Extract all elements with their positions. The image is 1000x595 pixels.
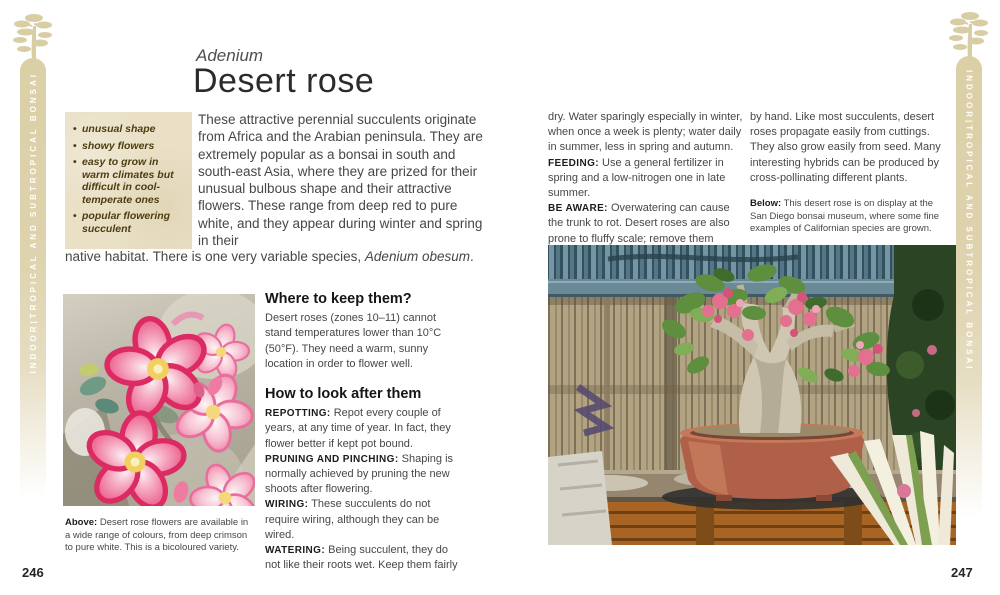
right-column-2 (750, 110, 946, 236)
species-name: Adenium obesum (364, 249, 470, 264)
page-title: Desert rose (193, 62, 375, 100)
feature-item: • easy to grow in warm climates but difficult in cool-temperate ones (73, 156, 183, 206)
photo-caption-above (65, 517, 253, 555)
care-item-text: Repot every couple of years, at any time of year. In fact, they flower better if kept pot bound. (265, 407, 451, 450)
care-item (265, 406, 465, 452)
caption-label: Below: (750, 198, 782, 210)
care-item (265, 497, 465, 543)
features-list (73, 123, 183, 235)
care-item-text: Use a general fertilizer in spring and a low-nitrogen one in late summer. (548, 156, 726, 200)
propagation-text: by hand. Like most succulents, desert roses propagate easily from cuttings. They also grow easily from seed. Many interesting hybrids can be produced by cross-pollinating different plants. (750, 111, 941, 184)
care-item-label: BE AWARE: (548, 203, 608, 215)
photo-caption-below (750, 198, 946, 236)
care-item (548, 156, 746, 202)
page-number-right: 247 (951, 565, 973, 580)
intro-last-line-post: . (469, 249, 474, 264)
care-item-text: Being succulent, they do not like their roots wet. Keep them fairly (265, 544, 458, 572)
keep-heading: Where to keep them? (265, 291, 412, 307)
bonsai-display-photo (548, 245, 956, 545)
care-item-label: REPOTTING: (265, 408, 331, 420)
care-item-label: FEEDING: (548, 157, 599, 169)
care-heading: How to look after them (265, 386, 422, 403)
feature-item: • showy flowers (73, 140, 183, 153)
section-band-label: INDOOR|TROPICAL AND SUBTROPICAL BONSAI (28, 72, 38, 374)
care-item-text: Shaping is normally achieved by pruning the new shoots after flowering. (265, 452, 454, 496)
intro-last-line (65, 248, 495, 265)
right-column-1 (548, 110, 746, 247)
section-band-right (956, 56, 982, 518)
feature-item: • popular flowering succulent (73, 210, 183, 235)
feature-item: • unusual shape (73, 123, 183, 136)
caption-label: Above: (65, 517, 98, 528)
care-item (265, 452, 465, 498)
page-number-left: 246 (22, 565, 44, 580)
care-item-text: Overwatering can cause the trunk to rot. Desert roses are also prone to fluffy scale; remove them (548, 202, 730, 245)
care-column (265, 292, 465, 573)
caption-text: Desert rose flowers are available in a wide range of colours, from deep crimson to pure white. This is a bicoloured variety. (65, 517, 249, 553)
section-band-left (20, 58, 46, 498)
care-item-label: WATERING: (265, 545, 326, 557)
flowers-photo (63, 294, 255, 506)
intro-paragraph: These attractive perennial succulents originate from Africa and the Arabian peninsula. They are extremely popular as a bonsai in south and south-east Asia, where they are prized for their unusual bulbous shape and their attractive flowers. These range from deep red to pure white, and they appear during winter and spring in their (198, 112, 483, 249)
intro-last-line-pre: native habitat. There is one very variable species, (65, 249, 365, 264)
care-continuation: dry. Water sparingly especially in winter, when once a week is plenty; water daily in summer, less in spring and autumn. (548, 111, 743, 154)
care-item-text: These succulents do not require wiring, although they can be wired. (265, 498, 440, 541)
section-band-label: INDOOR|TROPICAL AND SUBTROPICAL BONSAI (964, 70, 974, 372)
caption-text: This desert rose is on display at the San Diego bonsai museum, where some fine examples of Californian species are grown. (750, 198, 940, 235)
care-item-label: WIRING: (265, 499, 309, 511)
features-box (65, 112, 192, 249)
genus-kicker: Adenium (196, 46, 264, 65)
keep-body: Desert roses (zones 10–11) cannot stand temperatures lower than 10°C (50°F). They need a warm, sunny location in order to flower well. (265, 312, 442, 370)
care-item (548, 201, 746, 247)
care-item (265, 543, 465, 573)
care-item-label: PRUNING AND PINCHING: (265, 453, 399, 465)
